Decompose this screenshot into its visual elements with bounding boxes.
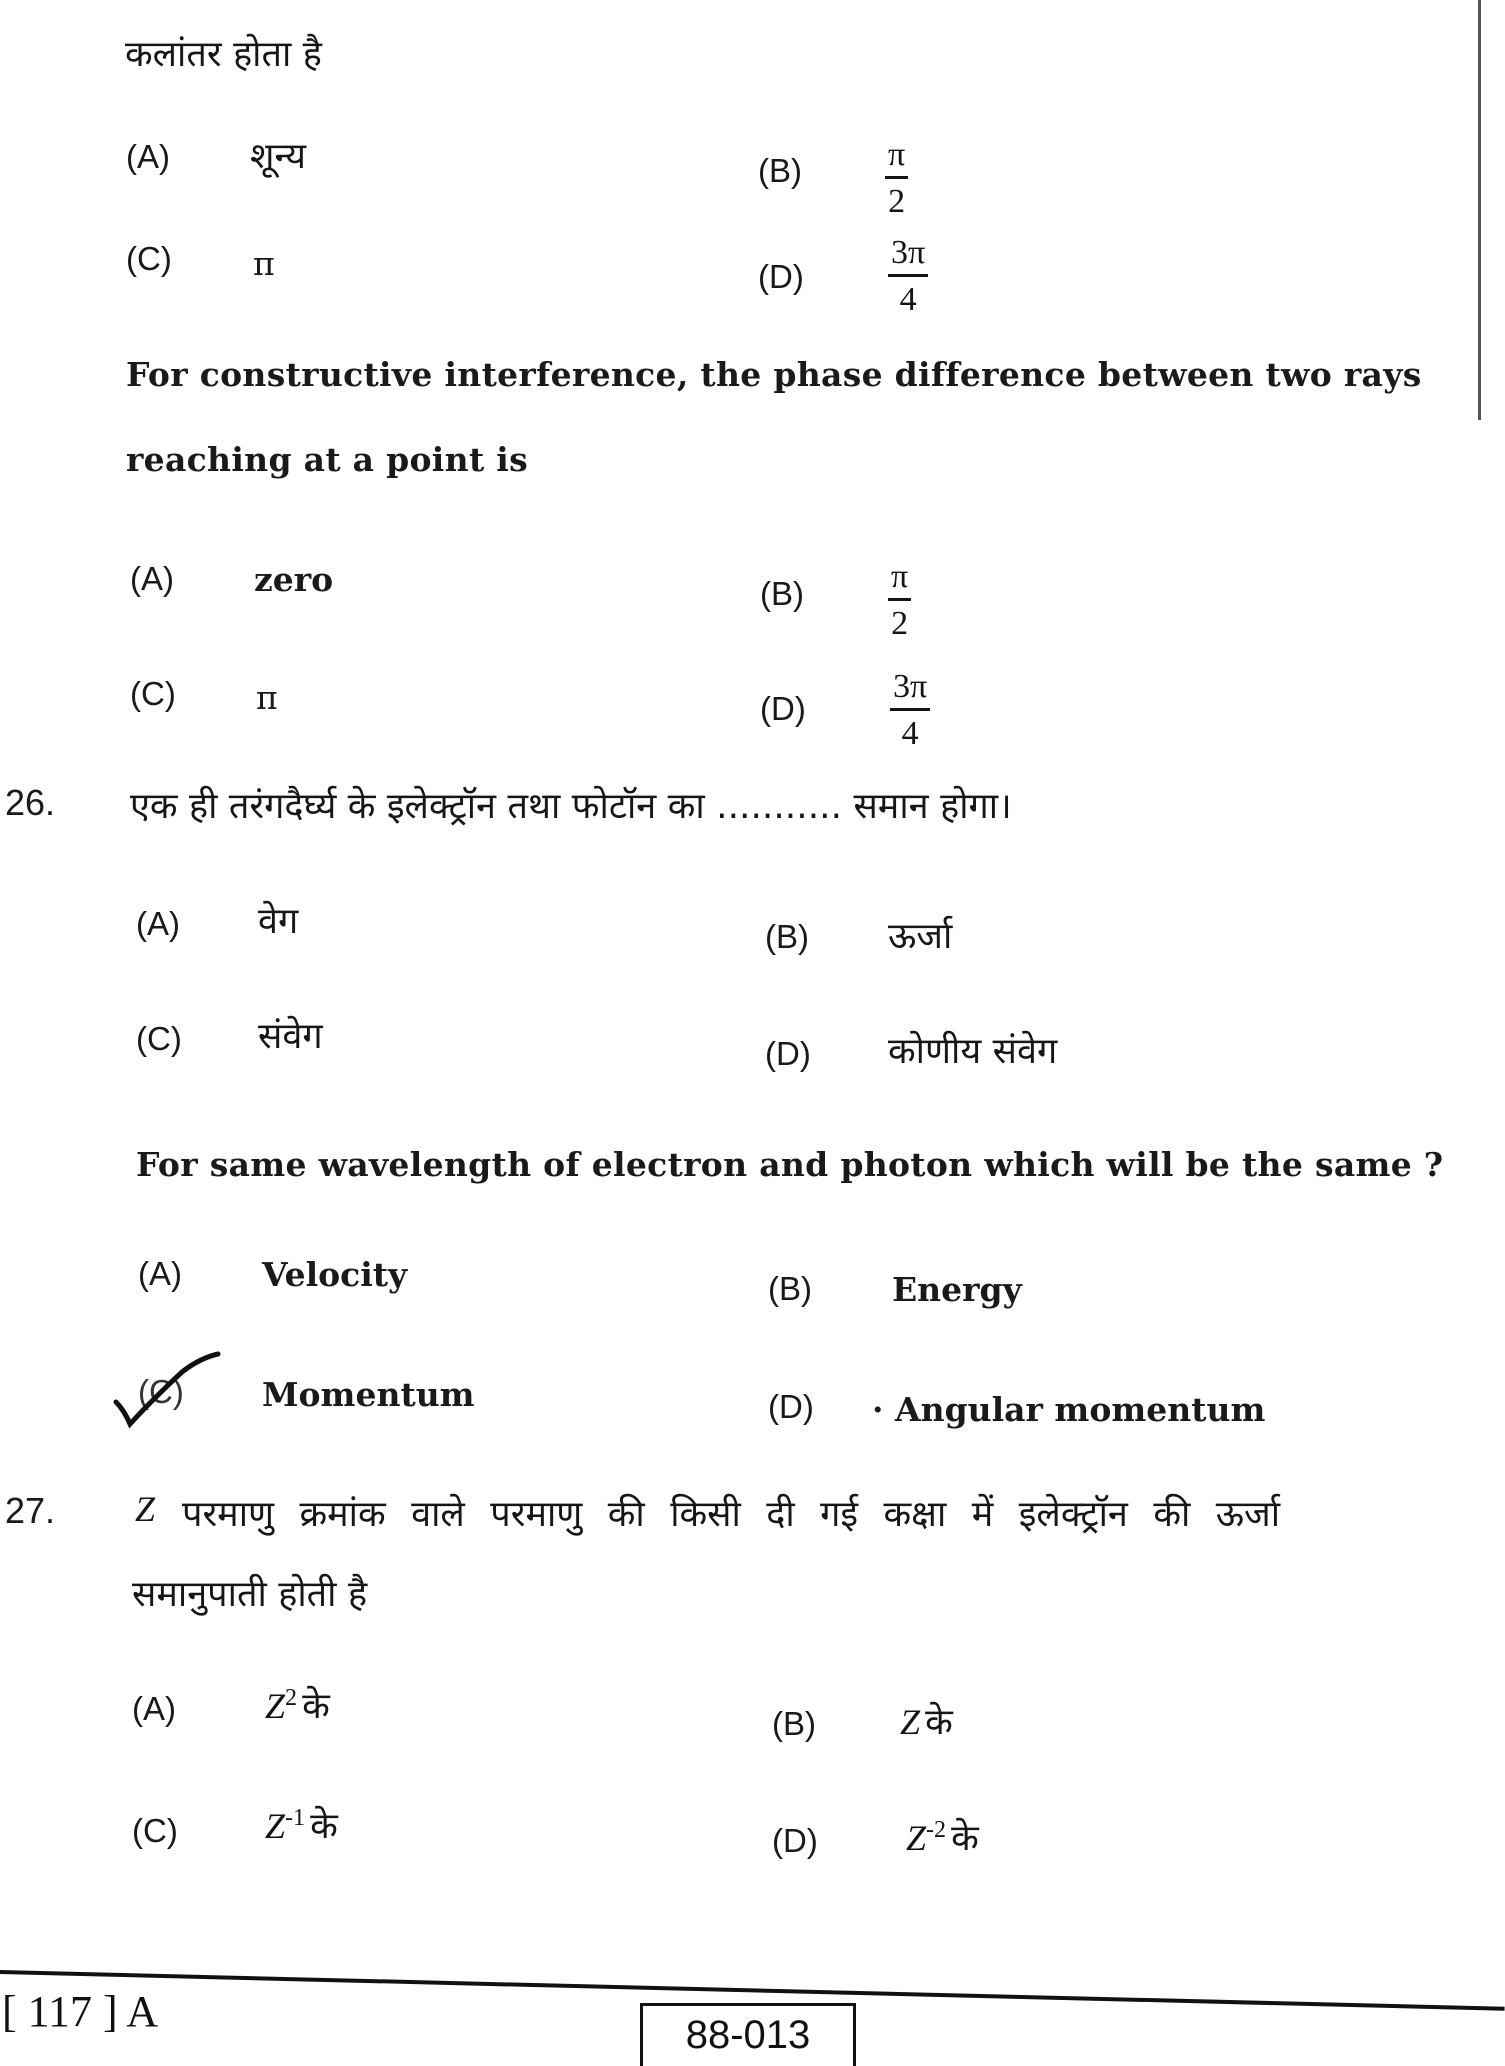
- numerator: π: [885, 138, 908, 179]
- fraction-pi-over-2: [885, 138, 908, 219]
- option-math: [900, 1696, 953, 1745]
- exponent: -1: [285, 1805, 306, 1831]
- handwritten-check-icon: [112, 1350, 222, 1430]
- option-math: [265, 1680, 330, 1729]
- option-label: (D): [765, 1035, 811, 1072]
- denominator: 2: [891, 605, 909, 642]
- option-label: (B): [768, 1270, 812, 1307]
- option-label: (A): [132, 1690, 176, 1727]
- question-continuation-text: कलांतर होता है: [125, 34, 322, 75]
- question-text-hindi: समानुपाती होती है: [132, 1574, 368, 1615]
- variable-z: Z: [906, 1818, 927, 1858]
- option-label: (A): [138, 1255, 182, 1292]
- option-label: (C): [136, 1020, 182, 1057]
- option-text: Energy: [892, 1270, 1022, 1309]
- question-text-hindi: परमाणु क्रमांक वाले परमाणु की किसी दी गई कक्षा में इलेक्ट्रॉन की ऊर्जा: [182, 1494, 1281, 1535]
- suffix: के: [925, 1702, 953, 1743]
- option-label: (C): [138, 1373, 184, 1410]
- paper-code-box: 88-013: [640, 2003, 856, 2066]
- option-label: (A): [136, 905, 180, 942]
- option-text: ऊर्जा: [888, 916, 953, 957]
- variable-z: Z: [265, 1806, 286, 1846]
- suffix: के: [302, 1686, 330, 1727]
- numerator: 3π: [890, 670, 930, 711]
- fraction-3pi-over-4: [888, 236, 928, 317]
- option-label: (A): [126, 138, 170, 175]
- option-label: (B): [765, 918, 809, 955]
- option-text: संवेग: [258, 1016, 323, 1057]
- numerator: 3π: [888, 236, 928, 277]
- option-text: Velocity: [262, 1255, 408, 1294]
- option-label: (D): [772, 1822, 818, 1859]
- question-number: 26.: [5, 782, 56, 823]
- option-text: शून्य: [250, 136, 306, 177]
- fraction-pi-over-2: [888, 560, 911, 641]
- question-text-hindi: एक ही तरंगदैर्घ्य के इलेक्ट्रॉन तथा फोटॉन का ........... समान होगा।: [130, 786, 1012, 827]
- denominator: 2: [888, 183, 906, 220]
- question-text-english: For same wavelength of electron and photon which will be the same ?: [136, 1145, 1444, 1184]
- option-label: (B): [772, 1705, 816, 1742]
- variable-z: Z: [900, 1702, 921, 1742]
- option-label: (D): [768, 1388, 814, 1425]
- option-label: (C): [126, 240, 172, 277]
- option-text-selected: Momentum: [262, 1375, 475, 1414]
- suffix: के: [951, 1818, 979, 1859]
- question-text-line: For constructive interference, the phase difference between two rays: [126, 355, 1422, 394]
- option-text: वेग: [258, 901, 299, 942]
- option-label: (C): [130, 675, 176, 712]
- exponent: 2: [285, 1685, 298, 1711]
- option-label: (C): [132, 1812, 178, 1849]
- question-text-line: reaching at a point is: [126, 440, 528, 479]
- option-text: π: [253, 244, 275, 283]
- option-label: (B): [758, 152, 802, 189]
- suffix: के: [310, 1806, 338, 1847]
- variable-z: Z: [135, 1489, 156, 1529]
- option-label: (A): [130, 560, 174, 597]
- option-label: (D): [760, 690, 806, 727]
- question-number: 27.: [5, 1490, 56, 1531]
- numerator: π: [888, 560, 911, 601]
- variable-z: Z: [265, 1686, 286, 1726]
- page-reference: [ 117 ] A: [2, 1987, 159, 2036]
- exponent: -2: [926, 1817, 947, 1843]
- option-math: [265, 1800, 338, 1849]
- option-text: zero: [254, 560, 334, 599]
- option-text: π: [256, 678, 278, 717]
- denominator: 4: [899, 281, 917, 318]
- option-label: (D): [758, 258, 804, 295]
- option-label: (B): [760, 575, 804, 612]
- option-text: कोणीय संवेग: [888, 1031, 1058, 1072]
- page-edge-rule: [1478, 0, 1481, 420]
- fraction-3pi-over-4: [890, 670, 930, 751]
- denominator: 4: [901, 715, 919, 752]
- option-math: [906, 1812, 979, 1861]
- option-text: · Angular momentum: [872, 1390, 1266, 1429]
